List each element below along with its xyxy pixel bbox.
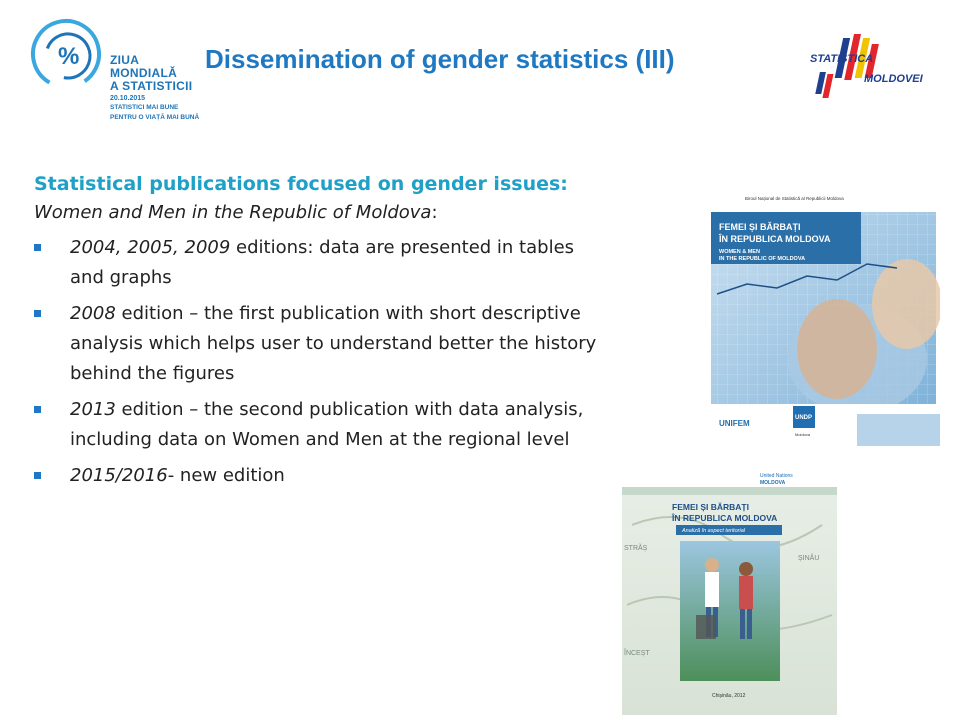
cover2-partner-sub: MOLDOVA [760, 480, 786, 486]
event-logo-text [110, 54, 199, 122]
bullet-icon [34, 472, 41, 479]
subtitle-colon: : [431, 202, 438, 223]
event-logo-line2: MONDIALĂ [110, 66, 178, 80]
cover2-place: Chișinău, 2012 [712, 693, 746, 699]
map-label-1: STRĂȘ [624, 545, 648, 552]
world-statistics-day-logo [28, 14, 218, 124]
main-content [34, 170, 604, 497]
edition-years: 2015/2016 [70, 465, 168, 486]
percent-ring-icon [28, 14, 108, 94]
publication-subtitle [34, 199, 604, 227]
cover1-subtitle2: IN THE REPUBLIC OF MOLDOVA [719, 256, 806, 262]
publication-cover-2013 [622, 465, 837, 715]
cover1-subtitle1: WOMEN & MEN [719, 249, 760, 255]
edition-years: 2004, 2005, 2009 [70, 237, 231, 258]
cover2-partner: United Nations [760, 473, 793, 479]
cover1-partner1: UNIFEM [719, 419, 750, 428]
list-item [34, 461, 604, 491]
cover2-title2: ÎN REPUBLICA MOLDOVA [672, 513, 778, 523]
cover1-title1: FEMEI ȘI BĂRBAȚI [719, 222, 801, 232]
event-slogan2: PENTRU O VIAȚĂ MAI BUNĂ [110, 114, 200, 121]
page-title: Dissemination of gender statistics (III) [205, 44, 675, 74]
cover1-partner2: UNDP [795, 415, 813, 421]
cover2-subtitle: Analiză în aspect teritorial [682, 528, 745, 534]
list-item [34, 233, 604, 293]
publication-cover-2009 [707, 184, 940, 446]
bullet-icon [34, 406, 41, 413]
edition-list [34, 233, 604, 491]
map-label-2: ȘINĂU [798, 555, 820, 562]
percent-symbol: % [58, 43, 80, 70]
logo-statistica: STATISTICA [810, 53, 874, 65]
cover1-title2: ÎN REPUBLICA MOLDOVA [719, 234, 831, 244]
cover2-title1: FEMEI ȘI BĂRBAȚI [672, 502, 749, 512]
edition-text: edition – the first publication with short descriptive analysis which helps user to understand better the history behind the figures [70, 303, 597, 384]
edition-years: 2008 [70, 303, 116, 324]
edition-years: 2013 [70, 399, 116, 420]
event-logo-line3: A STATISTICII [110, 79, 193, 93]
event-slogan1: STATISTICI MAI BUNE [110, 104, 179, 111]
section-heading: Statistical publications focused on gender issues: [34, 173, 568, 195]
publication-name: Women and Men in the Republic of Moldova [34, 202, 432, 223]
cover1-partner2-sub: Moldova [795, 432, 811, 437]
event-date: 20.10.2015 [110, 95, 146, 102]
event-logo-line1: ZIUA [110, 53, 140, 67]
bullet-icon [34, 244, 41, 251]
list-item [34, 395, 604, 455]
cover1-org: Biroul Național de Statistică al Republicii Moldova [745, 196, 844, 201]
edition-text: edition – the second publication with data analysis, including data on Women and Men at the regional level [70, 399, 584, 450]
bullet-icon [34, 310, 41, 317]
edition-text: editions: data are presented in tables and graphs [70, 237, 575, 288]
logo-moldovei: MOLDOVEI [864, 73, 923, 85]
edition-text: - new edition [167, 465, 285, 486]
list-item [34, 299, 604, 389]
statistica-moldovei-logo [808, 34, 938, 98]
map-label-3: ÎNCEȘT [624, 650, 650, 657]
